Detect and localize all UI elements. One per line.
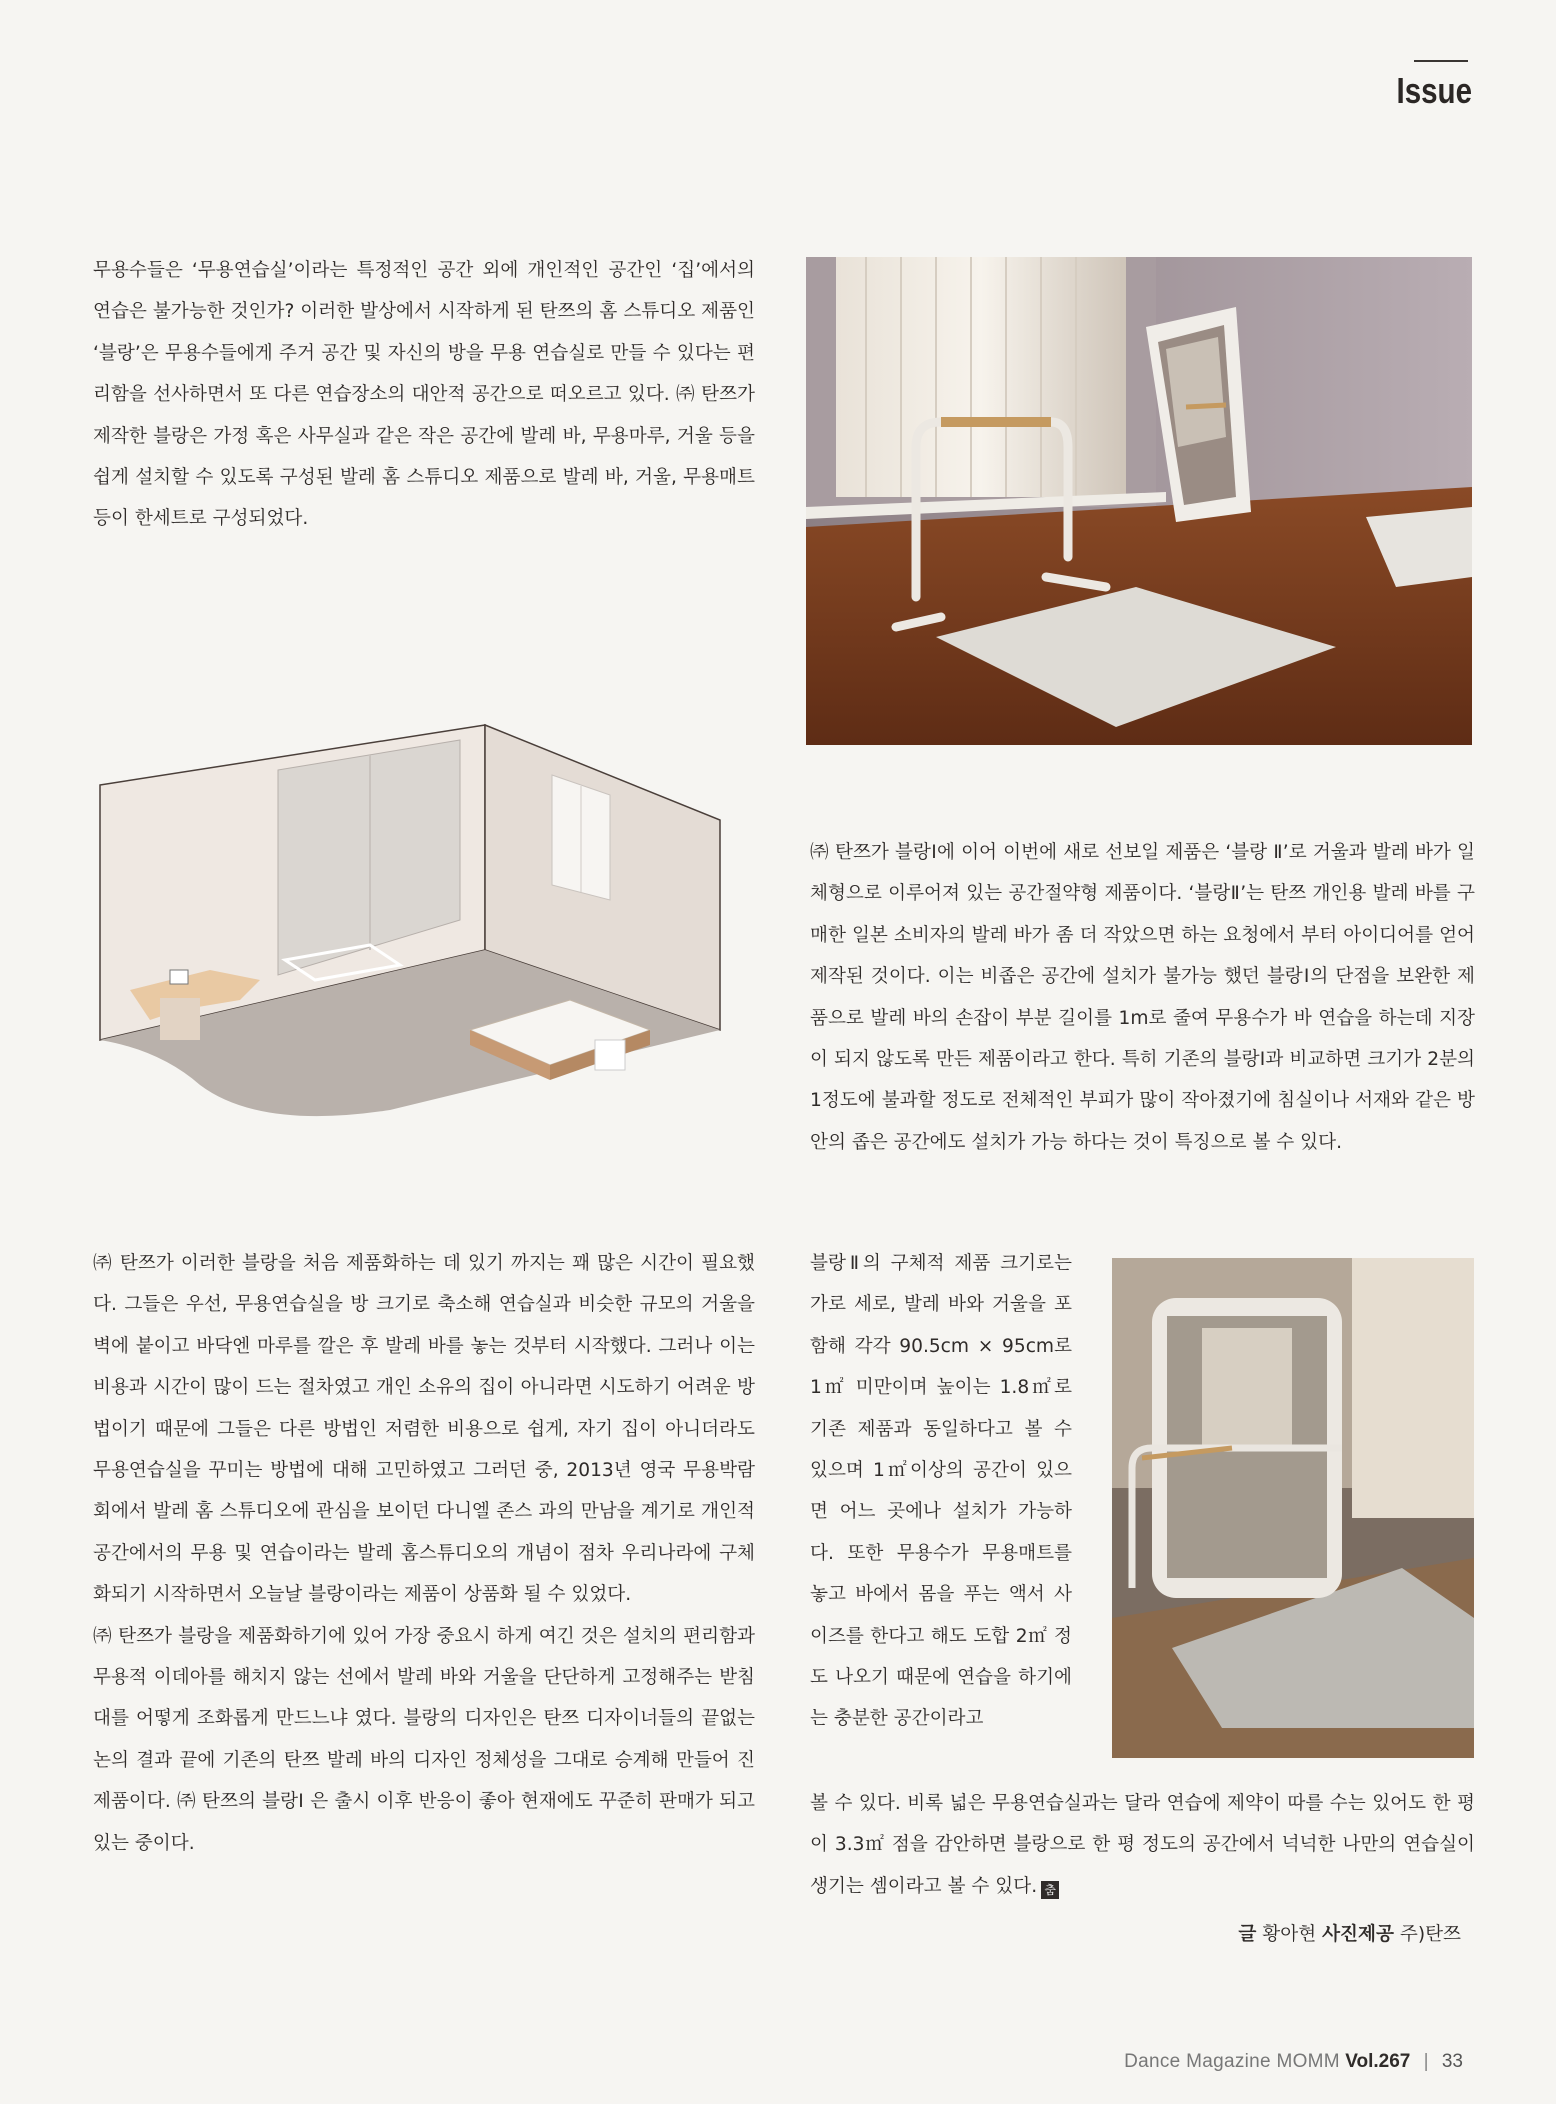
footer-separator: | [1423,2051,1429,2072]
writer-name: 황아현 [1262,1924,1317,1945]
header-rule [1414,60,1468,62]
size-column [810,1243,1072,1740]
writer-label: 글 [1238,1924,1257,1945]
end-mark-icon: 춤 [1041,1881,1059,1899]
paragraph: 블랑Ⅱ의 구체적 제품 크기로는 가로 세로, 발레 바와 거울을 포함해 각각 90.5cm × 95cm로 1㎡ 미만이며 높이는 1.8㎡로 기존 제품과 동일하다고 볼 수 있으며 1㎡이상의 공간이 있으면 어느 곳에나 설치가 가능하다. 또한 무용수가 무용매트를 놓고 바에서 몸을 푸는 액서 사이즈를 한다고 해도 도합 2㎡ 정도 나오기 때문에 연습을 하기에는 충분한 공간이라고 [810,1253,1072,1730]
photo-credit-label: 사진제공 [1322,1924,1394,1945]
article-credit [1238,1920,1461,1946]
volume-number: Vol.267 [1345,2051,1411,2072]
page-footer [1124,2051,1463,2073]
blanc2-intro-column [810,832,1475,1163]
conclusion-column [810,1783,1475,1907]
blanc2-mirror-photo [1112,1258,1474,1758]
paragraph: 볼 수 있다. 비록 넓은 무용연습실과는 달라 연습에 제약이 따를 수는 있어도 한 평이 3.3㎡ 점을 감안하면 블랑으로 한 평 정도의 공간에서 넉넉한 나만의 연습실이 생기는 셈이라고 볼 수 있다. [810,1793,1475,1897]
paragraph: ㈜ 탄쯔가 블랑을 제품화하기에 있어 가장 중요시 하게 여긴 것은 설치의 편리함과 무용적 이데아를 해치지 않는 선에서 발레 바와 거울을 단단하게 고정해주는 받침대를 어떻게 조화롭게 만드느냐 였다. 블랑의 디자인은 탄쯔 디자이너들의 끝없는 논의 결과 끝에 기존의 탄쯔 발레 바의 디자인 정체성을 그대로 승계해 만들어 진 제품이다. ㈜ 탄쯔의 블랑Ⅰ 은 출시 이후 반응이 좋아 현재에도 꾸준히 판매가 되고 있는 중이다. [93,1625,755,1854]
intro-column [93,250,755,540]
section-label: Issue [1396,70,1472,111]
publication-name: Dance Magazine MOMM [1124,2051,1340,2072]
photo-credit-source: 주)탄쯔 [1399,1924,1461,1945]
page-number: 33 [1441,2051,1463,2072]
paragraph: ㈜ 탄쯔가 이러한 블랑을 처음 제품화하는 데 있기 까지는 꽤 많은 시간이 필요했다. 그들은 우선, 무용연습실을 방 크기로 축소해 연습실과 비슷한 규모의 거울을 벽에 붙이고 바닥엔 마루를 깔은 후 발레 바를 놓는 것부터 시작했다. 그러나 이는 비용과 시간이 많이 드는 절차였고 개인 소유의 집이 아니라면 시도하기 어려운 방법이기 때문에 그들은 다른 방법인 저렴한 비용으로 쉽게, 자기 집이 아니더라도 무용연습실을 꾸미는 방법에 대해 고민하였고 그러던 중, 2013년 영국 무용박람회에서 발레 홈 스튜디오에 관심을 보이던 다니엘 존스 과의 만남을 계기로 개인적 공간에서의 무용 및 연습이라는 발레 홈스튜디오의 개념이 점차 우리나라에 구체화되기 시작하면서 오늘날 블랑이라는 제품이 상품화 될 수 있었다. [93,1253,756,1606]
history-column [93,1243,755,1864]
room-photo-blanc [806,257,1472,745]
paragraph: 무용수들은 ‘무용연습실’이라는 특정적인 공간 외에 개인적인 공간인 ‘집’에서의 연습은 불가능한 것인가? 이러한 발상에서 시작하게 된 탄쯔의 홈 스튜디오 제품인 ‘블랑’은 무용수들에게 주거 공간 및 자신의 방을 무용 연습실로 만들 수 있다는 편리함을 선사하면서 또 다른 연습장소의 대안적 공간으로 떠오르고 있다. ㈜ 탄쯔가 제작한 블랑은 가정 혹은 사무실과 같은 작은 공간에 발레 바, 무용마루, 거울 등을 쉽게 설치할 수 있도록 구성된 발레 홈 스튜디오 제품으로 발레 바, 거울, 무용매트 등이 한세트로 구성되었다. [93,260,755,530]
room-render-illustration [90,700,775,1120]
paragraph: ㈜ 탄쯔가 블랑Ⅰ에 이어 이번에 새로 선보일 제품은 ‘블랑 Ⅱ’로 거울과 발레 바가 일체형으로 이루어져 있는 공간절약형 제품이다. ‘블랑Ⅱ’는 탄쯔 개인용 발레 바를 구매한 일본 소비자의 발레 바가 좀 더 작았으면 하는 요청에서 부터 아이디어를 얻어 제작된 것이다. 이는 비좁은 공간에 설치가 불가능 했던 블랑Ⅰ의 단점을 보완한 제품으로 발레 바의 손잡이 부분 길이를 1m로 줄여 무용수가 바 연습을 하는데 지장이 되지 않도록 만든 제품이라고 한다. 특히 기존의 블랑Ⅰ과 비교하면 크기가 2분의 1정도에 불과할 정도로 전체적인 부피가 많이 작아졌기에 침실이나 서재와 같은 방안의 좁은 공간에도 설치가 가능 하다는 것이 특징으로 볼 수 있다. [810,842,1475,1153]
